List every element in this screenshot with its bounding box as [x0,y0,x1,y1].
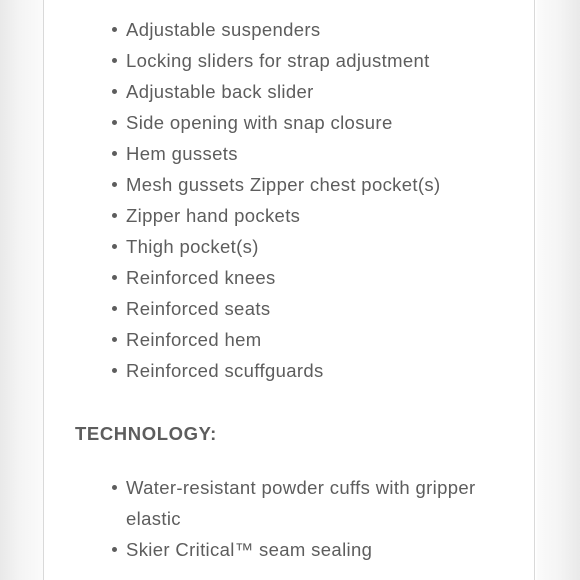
feature-text: Adjustable back slider [126,81,314,102]
bullet-icon [112,306,117,311]
list-item [114,14,504,45]
feature-text: Reinforced knees [126,267,276,288]
list-item [114,138,504,169]
feature-text: Adjustable suspenders [126,19,321,40]
bullet-icon [112,368,117,373]
bullet-icon [112,120,117,125]
feature-text: Reinforced scuffguards [126,360,324,381]
bullet-icon [112,485,117,490]
technology-heading: TECHNOLOGY: [75,423,217,444]
bullet-icon [112,213,117,218]
description-panel [43,0,535,580]
feature-text: Side opening with snap closure [126,112,393,133]
features-list [114,14,504,386]
list-item [114,262,504,293]
list-item [114,107,504,138]
technology-text: Water-resistant powder cuffs with gripper elastic [126,477,476,529]
list-item [114,231,504,262]
bullet-icon [112,182,117,187]
list-item [114,472,504,534]
bullet-icon [112,337,117,342]
list-item [114,355,504,386]
list-item [114,534,504,565]
feature-text: Locking sliders for strap adjustment [126,50,430,71]
feature-text: Mesh gussets Zipper chest pocket(s) [126,174,441,195]
technology-text: Skier Critical™ seam sealing [126,539,373,560]
bullet-icon [112,244,117,249]
list-item [114,200,504,231]
list-item [114,45,504,76]
bullet-icon [112,27,117,32]
feature-text: Reinforced seats [126,298,271,319]
bullet-icon [112,58,117,63]
list-item [114,293,504,324]
feature-text: Zipper hand pockets [126,205,301,226]
bullet-icon [112,151,117,156]
list-item [114,76,504,107]
feature-text: Thigh pocket(s) [126,236,259,257]
list-item [114,324,504,355]
bullet-icon [112,547,117,552]
bullet-icon [112,275,117,280]
feature-text: Hem gussets [126,143,238,164]
technology-list [114,472,504,565]
list-item [114,169,504,200]
bullet-icon [112,89,117,94]
feature-text: Reinforced hem [126,329,262,350]
